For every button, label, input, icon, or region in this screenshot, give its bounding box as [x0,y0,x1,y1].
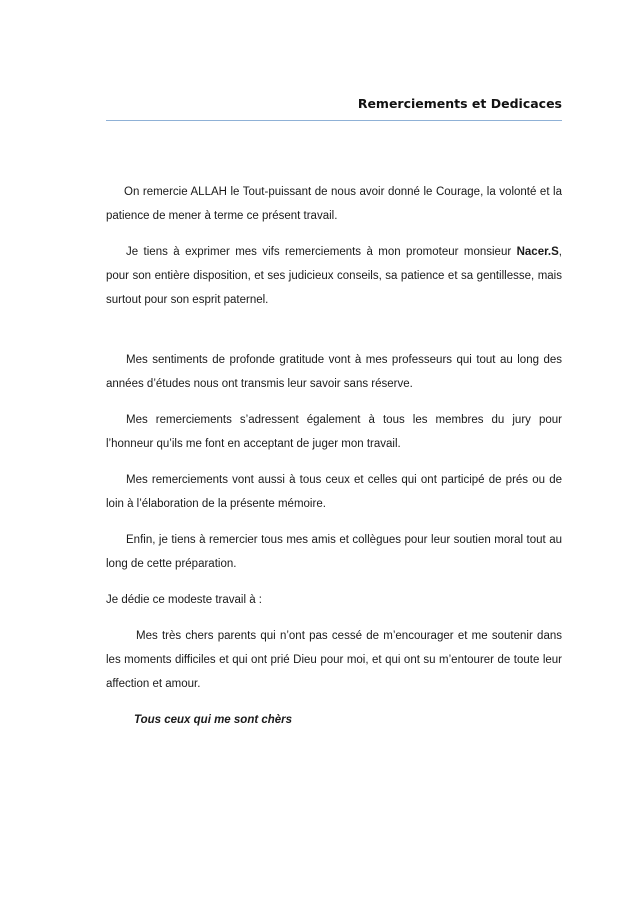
promoter-text-before: Je tiens à exprimer mes vifs remerciements à mon promoteur monsieur [126,246,517,258]
dedication-intro: Je dédie ce modeste travail à : [106,594,262,606]
paragraph-thanks-all: Mes remerciements vont aussi à tous ceux et celles qui ont participé de prés ou de loin à l’élaboration de la présente mémoire. [106,474,562,510]
paragraph-thanks-professors: Mes sentiments de profonde gratitude vont à mes professeurs qui tout au long des années d’études nous ont transmis leur savoir sans réserve. [106,354,562,390]
paragraph-thanks-jury: Mes remerciements s’adressent également à tous les membres du jury pour l’honneur qu’ils me font en acceptant de juger mon travail. [106,414,562,450]
document-body [106,180,562,732]
closing-line: Tous ceux qui me sont chèrs [134,714,293,726]
paragraph-thanks-allah: On remercie ALLAH le Tout-puissant de nous avoir donné le Courage, la volonté et la patience de mener à terme ce présent travail. [106,186,562,222]
page-header-title: Remerciements et Dedicaces [357,96,562,111]
promoter-name: Nacer.S [516,246,559,258]
promoter-text-after: , pour son entière disposition, et ses judicieux conseils, sa patience et sa gentillesse, mais surtout pour son esprit paternel. [106,246,562,306]
paragraph-dedication-parents: Mes très chers parents qui n’ont pas cessé de m’encourager et me soutenir dans les moments difficiles et qui ont prié Dieu pour moi, et qui ont su m’entourer de toute leur affection et amour. [106,630,562,690]
header-divider [106,120,562,121]
paragraph-thanks-promoter [106,240,562,312]
paragraph-thanks-friends: Enfin, je tiens à remercier tous mes amis et collègues pour leur soutien moral tout au long de cette préparation. [106,534,562,570]
